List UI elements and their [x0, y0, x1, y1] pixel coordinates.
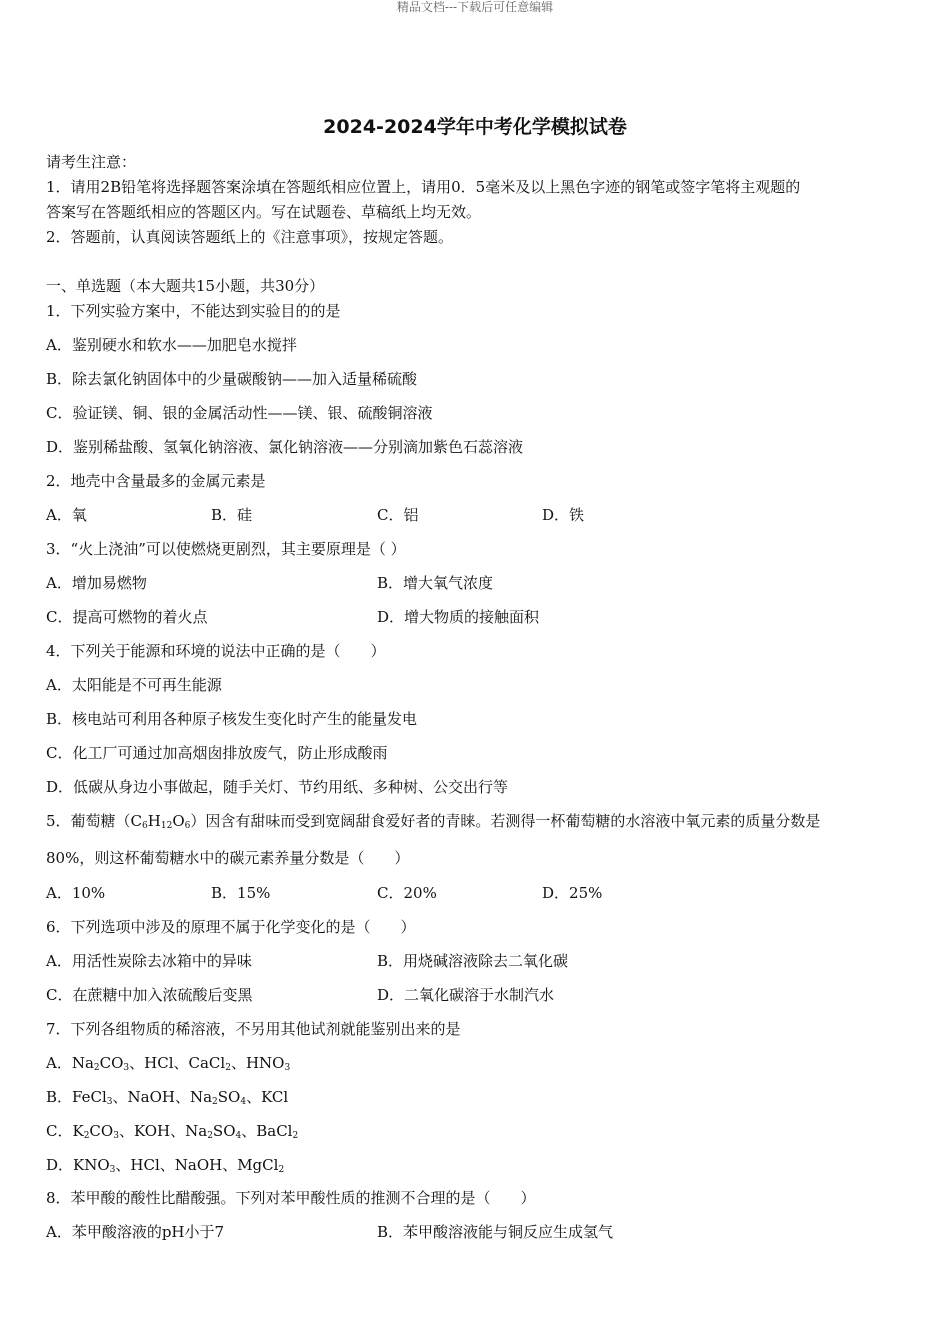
q5-option-b: B．15% [211, 884, 271, 902]
q1-option-d: D．鉴别稀盐酸、氢氧化钠溶液、氯化钠溶液——分别滴加紫色石蕊溶液 [46, 438, 524, 456]
section-heading: 一、单选题（本大题共15小题，共30分） [46, 277, 325, 295]
q8-option-a: A．苯甲酸溶液的pH小于7 [46, 1223, 225, 1241]
q1-option-a: A．鉴别硬水和软水——加肥皂水搅拌 [46, 336, 297, 354]
notice-line-1: 1．请用2B铅笔将选择题答案涂填在答题纸相应位置上，请用0．5毫米及以上黑色字迹的钢笔或签字笔将主观题的 [46, 178, 801, 196]
q7-option-c: C．$K_2CO_3$、KOH、$Na_2SO_4$、BaCl$_2$ [46, 1122, 299, 1141]
q5-option-a: A．10% [46, 884, 106, 902]
q4-option-b: B．核电站可利用各种原子核发生变化时产生的能量发电 [46, 710, 418, 728]
q1-stem: 1．下列实验方案中，不能达到实验目的的是 [46, 302, 341, 320]
q5-stem [46, 811, 820, 831]
q5-stem-post: ）因含有甜味而受到宽阔甜食爱好者的青睐。若测得一杯葡萄糖的水溶液中氧元素的质量分数是 [190, 812, 821, 830]
notice-line-3: 2．答题前，认真阅读答题纸上的《注意事项》，按规定答题。 [46, 228, 454, 246]
q4-option-c: C．化工厂可通过加高烟囱排放废气，防止形成酸雨 [46, 744, 388, 762]
q7-option-a: A．$Na_2CO_3$、HCl、CaCl$_2$、$HNO_3$ [46, 1054, 291, 1073]
q4-option-d: D．低碳从身边小事做起，随手关灯、节约用纸、多种树、公交出行等 [46, 778, 509, 796]
q6-option-a: A．用活性炭除去冰箱中的异味 [46, 952, 252, 970]
q6-option-b: B．用烧碱溶液除去二氧化碳 [377, 952, 569, 970]
page-title: 2024-2024学年中考化学模拟试卷 [323, 116, 627, 138]
q5-stem-pre: 5．葡萄糖（C [46, 812, 143, 830]
q3-option-b: B．增大氧气浓度 [377, 574, 494, 592]
q1-option-b: B．除去氯化钠固体中的少量碳酸钠——加入适量稀硫酸 [46, 370, 418, 388]
q7-option-d: D．$KNO_3$、HCl、NaOH、MgCl$_2$ [46, 1156, 285, 1175]
q3-option-c: C．提高可燃物的着火点 [46, 608, 208, 626]
q5-option-d: D．25% [542, 884, 603, 902]
q5-option-c: C．20% [377, 884, 437, 902]
q3-option-d: D．增大物质的接触面积 [377, 608, 540, 626]
q2-option-b: B．硅 [211, 506, 253, 524]
q6-option-c: C．在蔗糖中加入浓硫酸后变黑 [46, 986, 253, 1004]
q4-stem: 4．下列关于能源和环境的说法中正确的是（ ） [46, 642, 386, 660]
q2-stem: 2．地壳中含量最多的金属元素是 [46, 472, 266, 490]
q6-stem: 6．下列选项中涉及的原理不属于化学变化的是（ ） [46, 918, 416, 936]
notice-heading: 请考生注意： [46, 153, 137, 171]
q2-option-d: D．铁 [542, 506, 585, 524]
q4-option-a: A．太阳能是不可再生能源 [46, 676, 222, 694]
q3-stem: 3．“火上浇油”可以使燃烧更剧烈，其主要原理是（ ） [46, 540, 406, 558]
q8-option-b: B．苯甲酸溶液能与铜反应生成氢气 [377, 1223, 614, 1241]
q8-stem: 8．苯甲酸的酸性比醋酸强。下列对苯甲酸性质的推测不合理的是（ ） [46, 1189, 536, 1207]
q2-option-a: A．氧 [46, 506, 87, 524]
q5-stem-line-2: 80%，则这杯葡萄糖水中的碳元素养量分数是（ ） [46, 849, 410, 867]
q5-sub-h: 12 [160, 821, 173, 831]
q3-option-a: A．增加易燃物 [46, 574, 147, 592]
q5-sub-c: 6 [142, 821, 148, 831]
page-header: 精品文档---下载后可任意编辑 [396, 0, 554, 14]
q7-stem: 7．下列各组物质的稀溶液，不另用其他试剂就能鉴别出来的是 [46, 1020, 461, 1038]
q5-h: H [147, 812, 161, 830]
q7-option-b: B．FeCl$_3$、NaOH、$Na_2SO_4$、KCl [46, 1088, 289, 1107]
q5-sub-o: 6 [184, 821, 191, 831]
q2-option-c: C．铝 [377, 506, 419, 524]
q1-option-c: C．验证镁、铜、银的金属活动性——镁、银、硫酸铜溶液 [46, 404, 433, 422]
q5-o: O [172, 812, 185, 830]
notice-line-2: 答案写在答题纸相应的答题区内。写在试题卷、草稿纸上均无效。 [46, 203, 482, 221]
q6-option-d: D．二氧化碳溶于水制汽水 [377, 986, 555, 1004]
